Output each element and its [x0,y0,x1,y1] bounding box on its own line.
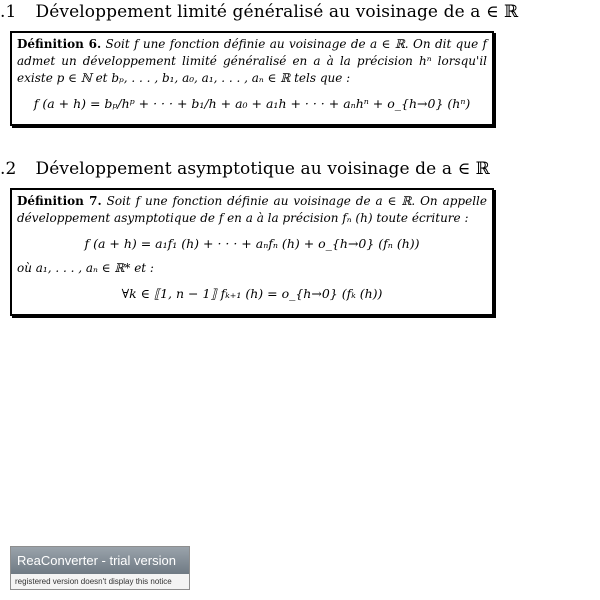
definition-label: Définition 6. [17,37,102,51]
definition-body: Soit f une fonction définie au voisinage de a ∈ ℝ. On dit que f admet un développement limité généralisé en a à la précision hⁿ lorsqu'il existe p ∈ ℕ et bₚ, . . . , b₁, a₀, a₁, . . . , aₙ ∈ ℝ tels que : [17,37,487,85]
definition-7-text [17,193,487,227]
section-heading-1 [0,2,518,22]
definition-6-formula: f (a + h) = bₚ/hᵖ + · · · + b₁/h + a₀ + a₁h + · · · + aₙhⁿ + o_{h→0} (hⁿ) [33,96,471,111]
watermark-title: ReaConverter - trial version [11,547,189,574]
definition-7-where: où a₁, . . . , aₙ ∈ ℝ* et : [17,261,154,275]
trial-watermark [10,546,190,590]
section-title: Développement limité généralisé au voisinage de a ∈ ℝ [35,2,519,22]
definition-6-box [10,31,494,126]
definition-6-text [17,36,487,87]
definition-body: Soit f une fonction définie au voisinage de a ∈ ℝ. On appelle développement asymptotique de f en a à la précision fₙ (h) toute écriture : [17,194,487,225]
section-heading-2 [0,159,490,179]
definition-7-formula-1: f (a + h) = a₁f₁ (h) + · · · + aₙfₙ (h) + o_{h→0} (fₙ (h)) [84,236,420,251]
section-title: Développement asymptotique au voisinage de a ∈ ℝ [35,159,490,179]
definition-7-box [10,188,494,316]
section-number: .2 [0,159,17,179]
definition-7-formula-2: ∀k ∈ ⟦1, n − 1⟧ fₖ₊₁ (h) = o_{h→0} (fₖ (h)) [121,286,383,301]
watermark-notice: registered version doesn't display this notice [11,574,189,589]
section-number: .1 [0,2,17,22]
definition-label: Définition 7. [17,194,102,208]
